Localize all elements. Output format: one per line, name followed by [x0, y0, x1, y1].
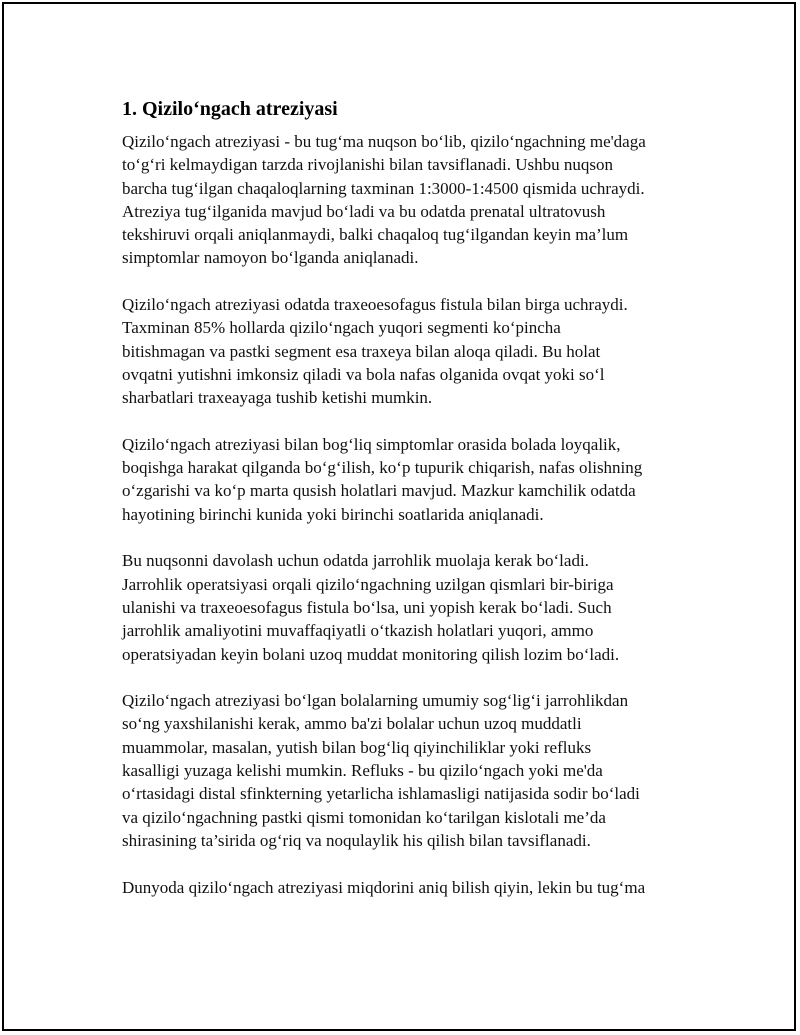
text-line: bitishmagan va pastki segment esa traxeya bilan aloqa qiladi. Bu holat: [122, 341, 601, 361]
text-line: o‘rtasidagi distal sfinkterning yetarlicha ishlamasligi natijasida sodir bo‘ladi: [122, 784, 640, 804]
text-line: Dunyoda qizilo‘ngach atreziyasi miqdorini aniq bilish qiyin, lekin bu tug‘ma: [122, 877, 646, 897]
paragraph-5: [122, 689, 697, 852]
text-line: muammolar, masalan, yutish bilan bog‘liq qiyinchiliklar yoki refluks: [122, 737, 592, 757]
text-line: Atreziya tug‘ilganida mavjud bo‘ladi va bu odatda prenatal ultratovush: [122, 201, 606, 221]
text-line: kasalligi yuzaga kelishi mumkin. Refluks - bu qizilo‘ngach yoki me'da: [122, 761, 603, 781]
document-body: [122, 96, 697, 922]
text-line: ulanishi va traxeoesofagus fistula bo‘lsa, uni yopish kerak bo‘ladi. Such: [122, 597, 612, 617]
text-line: sharbatlari traxeayaga tushib ketishi mumkin.: [122, 388, 433, 408]
text-line: Jarrohlik operatsiyasi orqali qizilo‘ngachning uzilgan qismlari bir-biriga: [122, 574, 614, 594]
text-line: Bu nuqsonni davolash uchun odatda jarrohlik muolaja kerak bo‘ladi.: [122, 551, 589, 571]
text-line: va qizilo‘ngachning pastki qismi tomonidan ko‘tarilgan kislotali me’da: [122, 807, 606, 827]
text-line: operatsiyadan keyin bolani uzoq muddat monitoring qilish lozim bo‘ladi.: [122, 644, 620, 664]
text-line: to‘g‘ri kelmaydigan tarzda rivojlanishi bilan tavsiflanadi. Ushbu nuqson: [122, 155, 613, 175]
text-line: Qizilo‘ngach atreziyasi bo‘lgan bolalarning umumiy sog‘lig‘i jarrohlikdan: [122, 691, 629, 711]
text-line: Qizilo‘ngach atreziyasi - bu tug‘ma nuqson bo‘lib, qizilo‘ngachning me'daga: [122, 132, 646, 151]
document-page: [2, 2, 796, 1031]
text-line: jarrohlik amaliyotini muvaffaqiyatli o‘tkazish holatlari yuqori, ammo: [122, 621, 594, 641]
text-line: shirasining ta’sirida og‘riq va noqulaylik his qilish bilan tavsiflanadi.: [122, 830, 591, 850]
paragraph-4: [122, 549, 697, 665]
text-line: Qizilo‘ngach atreziyasi odatda traxeoesofagus fistula bilan birga uchraydi.: [122, 295, 628, 315]
paragraph-2: [122, 293, 697, 409]
section-heading: 1. Qizilo‘ngach atreziyasi: [122, 98, 338, 120]
text-line: simptomlar namoyon bo‘lganda aniqlanadi.: [122, 248, 419, 268]
paragraph-6: [122, 876, 697, 899]
text-line: boqishga harakat qilganda bo‘g‘ilish, ko‘p tupurik chiqarish, nafas olishning: [122, 458, 643, 478]
paragraph-1: [122, 130, 697, 270]
text-line: tekshiruvi orqali aniqlanmaydi, balki chaqaloq tug‘ilgandan keyin ma’lum: [122, 225, 629, 245]
text-line: o‘zgarishi va ko‘p marta qusish holatlari mavjud. Mazkur kamchilik odatda: [122, 481, 636, 501]
text-line: barcha tug‘ilgan chaqaloqlarning taxminan 1:3000-1:4500 qismida uchraydi.: [122, 178, 645, 198]
text-line: hayotining birinchi kunida yoki birinchi soatlarida aniqlanadi.: [122, 504, 544, 524]
paragraph-3: [122, 433, 697, 526]
text-line: Qizilo‘ngach atreziyasi bilan bog‘liq simptomlar orasida bolada loyqalik,: [122, 434, 621, 454]
text-line: Taxminan 85% hollarda qizilo‘ngach yuqori segmenti ko‘pincha: [122, 318, 561, 338]
text-line: ovqatni yutishni imkonsiz qiladi va bola nafas olganida ovqat yoki so‘l: [122, 364, 605, 384]
text-line: so‘ng yaxshilanishi kerak, ammo ba'zi bolalar uchun uzoq muddatli: [122, 714, 582, 734]
